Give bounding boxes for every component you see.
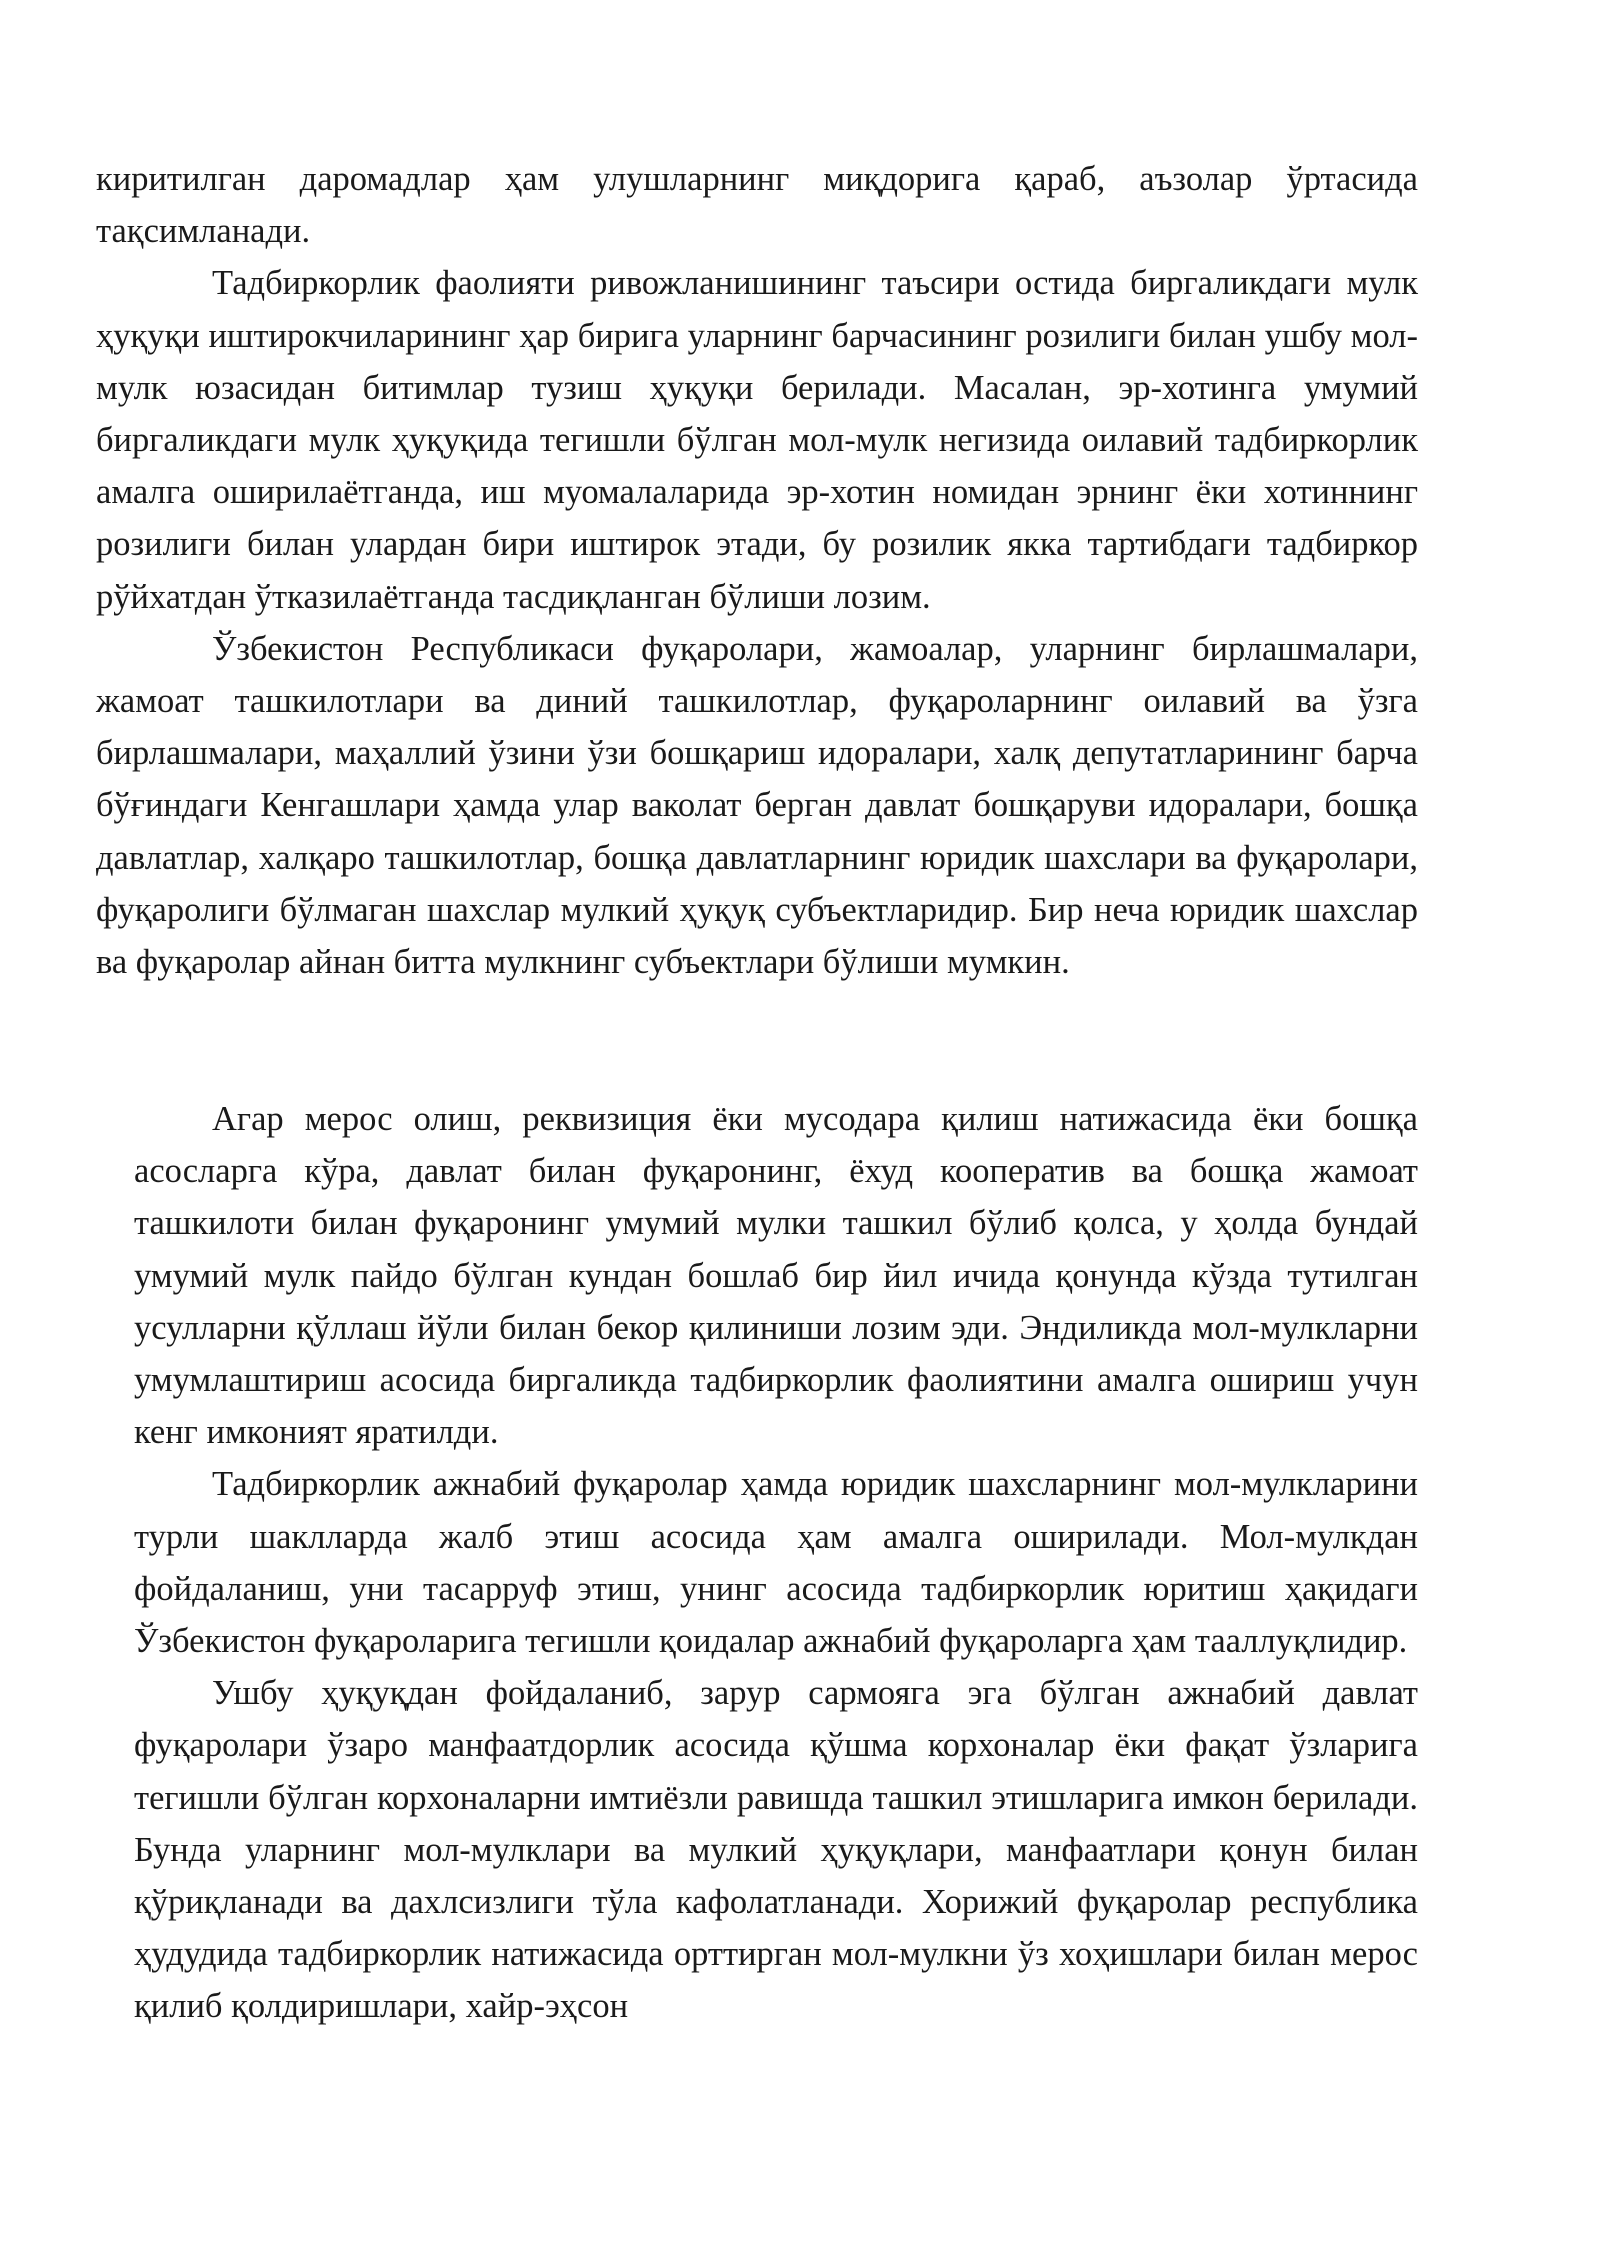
text-column-top bbox=[96, 153, 1418, 988]
paragraph: Тадбиркорлик фаолияти ривожланишининг таъсири остида биргаликдаги мулк ҳуқуқи иштирокчиларининг ҳар бирига уларнинг барчасининг розилиги билан ушбу мол-мулк юзасидан битимлар тузиш ҳуқуқи берилади. Масалан, эр-хотинга умумий биргаликдаги мулк ҳуқуқида тегишли бўлган мол-мулк негизида оилавий тадбиркорлик амалга оширилаётганда, иш муомалаларида эр-хотин номидан эрнинг ёки хотиннинг розилиги билан улардан бири иштирок этади, бу розилик якка тартибдаги тадбиркор рўйхатдан ўтказилаётганда тасдиқланган бўлиши лозим. bbox=[96, 264, 1418, 616]
paragraph: Ушбу ҳуқуқдан фойдаланиб, зарур сармояга эга бўлган ажнабий давлат фуқаролари ўзаро манфаатдорлик асосида қўшма корхоналар ёки фақат ўзларига тегишли бўлган корхоналарни имтиёзли равишда ташкил этишларига имкон берилади. Бунда уларнинг мол-мулклари ва мулкий ҳуқуқлари, манфаатлари қонун билан қўриқланади ва дахлсизлиги тўла кафолатланади. Хорижий фуқаролар республика ҳудудида тадбиркорлик натижасида орттирган мол-мулкни ўз хоҳишлари билан мерос қилиб қолдиришлари, хайр-эҳсон bbox=[134, 1674, 1418, 2026]
paragraph: Агар мерос олиш, реквизиция ёки мусодара қилиш натижасида ёки бошқа асосларга кўра, давлат билан фуқаронинг, ёхуд кооператив ва бошқа жамоат ташкилоти билан фуқаронинг умумий мулки ташкил бўлиб қолса, у ҳолда бундай умумий мулк пайдо бўлган кундан бошлаб бир йил ичида қонунда кўзда тутилган усулларни қўллаш йўли билан бекор қилиниши лозим эди. Эндиликда мол-мулкларни умумлаштириш асосида биргаликда тадбиркорлик фаолиятини амалга ошириш учун кенг имконият яратилди. bbox=[134, 1100, 1418, 1452]
text-column-bottom bbox=[134, 1093, 1418, 2033]
paragraph-continuation: киритилган даромадлар ҳам улушларнинг миқдорига қараб, аъзолар ўртасида тақсимланади. bbox=[96, 160, 1418, 251]
paragraph: Ўзбекистон Республикаси фуқаролари, жамоалар, уларнинг бирлашмалари, жамоат ташкилотлари ва диний ташкилотлар, фуқароларнинг оилавий ва ўзга бирлашмалари, маҳаллий ўзини ўзи бошқариш идоралари, халқ депутатларининг барча бўғиндаги Кенгашлари ҳамда улар ваколат берган давлат бошқаруви идоралари, бошқа давлатлар, халқаро ташкилотлар, бошқа давлатларнинг юридик шахслари ва фуқаролари, фуқаролиги бўлмаган шахслар мулкий ҳуқуқ субъектларидир. Бир неча юридик шахслар ва фуқаролар айнан битта мулкнинг субъектлари бўлиши мумкин. bbox=[96, 629, 1418, 982]
paragraph: Тадбиркорлик ажнабий фуқаролар ҳамда юридик шахсларнинг мол-мулкларини турли шаклларда жалб этиш асосида ҳам амалга оширилади. Мол-мулкдан фойдаланиш, уни тасарруф этиш, унинг асосида тадбиркорлик юритиш ҳақидаги Ўзбекистон фуқароларига тегишли қоидалар ажнабий фуқароларга ҳам тааллуқлидир. bbox=[134, 1465, 1418, 1661]
